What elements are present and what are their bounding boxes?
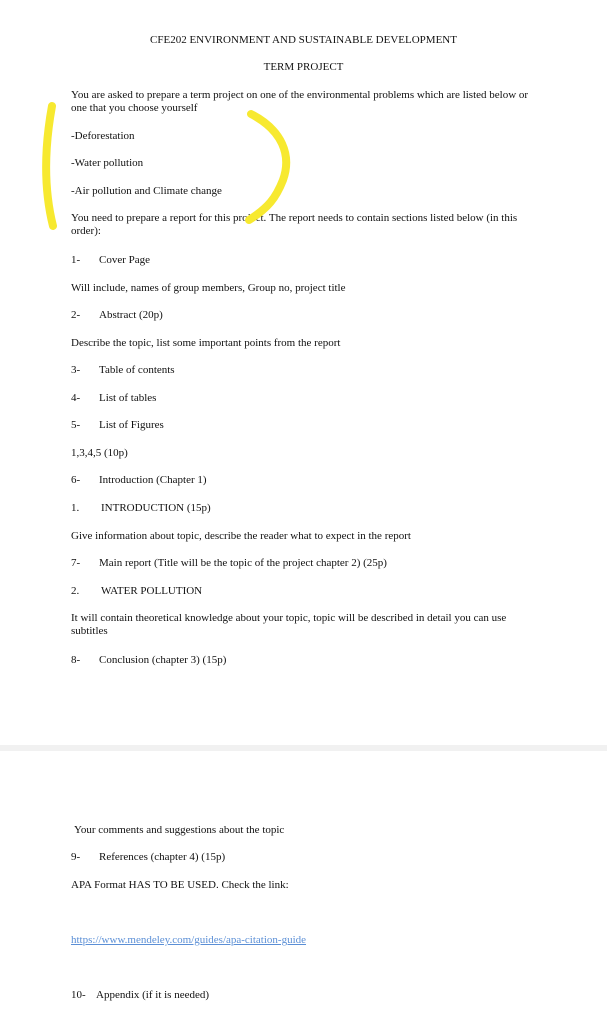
section-number: 7- — [71, 557, 81, 569]
highlighter-stroke-right — [249, 114, 286, 220]
section-label: Main report (Title will be the topic of the project chapter 2) (25p) — [99, 557, 387, 569]
section-item — [71, 364, 175, 377]
section-item — [71, 851, 225, 864]
section-item — [71, 392, 156, 405]
chapter-heading — [71, 585, 202, 598]
section-item — [71, 557, 387, 570]
section-number: 1- — [71, 254, 81, 266]
intro-paragraph: You are asked to prepare a term project on one of the environmental problems which are listed below or one that you choose yourself — [71, 89, 529, 114]
section-label: References (chapter 4) (15p) — [99, 851, 226, 863]
section-number: 9- — [71, 851, 81, 863]
section-description: Give information about topic, describe the reader what to expect in the report — [71, 530, 411, 542]
chapter-label: WATER POLLUTION — [101, 585, 203, 597]
document-page-2 — [0, 751, 607, 1024]
chapter-label: INTRODUCTION (15p) — [101, 502, 211, 514]
apa-guide-link[interactable]: https://www.mendeley.com/guides/apa-citation-guide — [71, 934, 307, 946]
section-label: List of tables — [99, 392, 157, 404]
section-number: 5- — [71, 419, 81, 431]
project-title: TERM PROJECT — [263, 61, 344, 73]
section-number: 3- — [71, 364, 81, 376]
chapter-number: 1. — [71, 502, 80, 514]
section-label: List of Figures — [99, 419, 164, 431]
report-intro-paragraph: You need to prepare a report for this project. The report needs to contain sections listed below (in this order): — [71, 212, 518, 237]
section-item — [71, 654, 226, 667]
section-label: Abstract (20p) — [99, 309, 163, 321]
section-item — [71, 309, 163, 322]
chapter-number: 2. — [71, 585, 80, 597]
section-label: Appendix (if it is needed) — [96, 989, 210, 1001]
section-item — [71, 254, 150, 267]
section-number: 2- — [71, 309, 81, 321]
course-title: CFE202 ENVIRONMENT AND SUSTAINABLE DEVELOPMENT — [150, 34, 457, 46]
points-summary: 1,3,4,5 (10p) — [71, 447, 128, 459]
topic-item: -Air pollution and Climate change — [71, 185, 222, 197]
section-number: 8- — [71, 654, 81, 666]
highlighter-stroke-left — [46, 106, 53, 226]
apa-instruction: APA Format HAS TO BE USED. Check the link: — [71, 879, 289, 891]
section-number: 4- — [71, 392, 81, 404]
topic-item: -Water pollution — [71, 157, 144, 169]
comments-line: Your comments and suggestions about the topic — [74, 824, 285, 836]
chapter-heading — [71, 502, 211, 515]
section-label: Cover Page — [99, 254, 151, 266]
section-description: It will contain theoretical knowledge about your topic, topic will be described in detail you can use subtitles — [71, 612, 507, 637]
section-item — [71, 419, 164, 432]
section-label: Introduction (Chapter 1) — [99, 474, 207, 486]
topic-item: -Deforestation — [71, 130, 135, 142]
section-description: Will include, names of group members, Group no, project title — [71, 282, 346, 294]
section-description: Describe the topic, list some important points from the report — [71, 337, 341, 349]
section-label: Table of contents — [99, 364, 175, 376]
section-number: 6- — [71, 474, 81, 486]
section-number: 10- — [71, 989, 86, 1001]
section-item — [71, 989, 209, 1002]
section-label: Conclusion (chapter 3) (15p) — [99, 654, 227, 666]
section-item — [71, 474, 207, 487]
